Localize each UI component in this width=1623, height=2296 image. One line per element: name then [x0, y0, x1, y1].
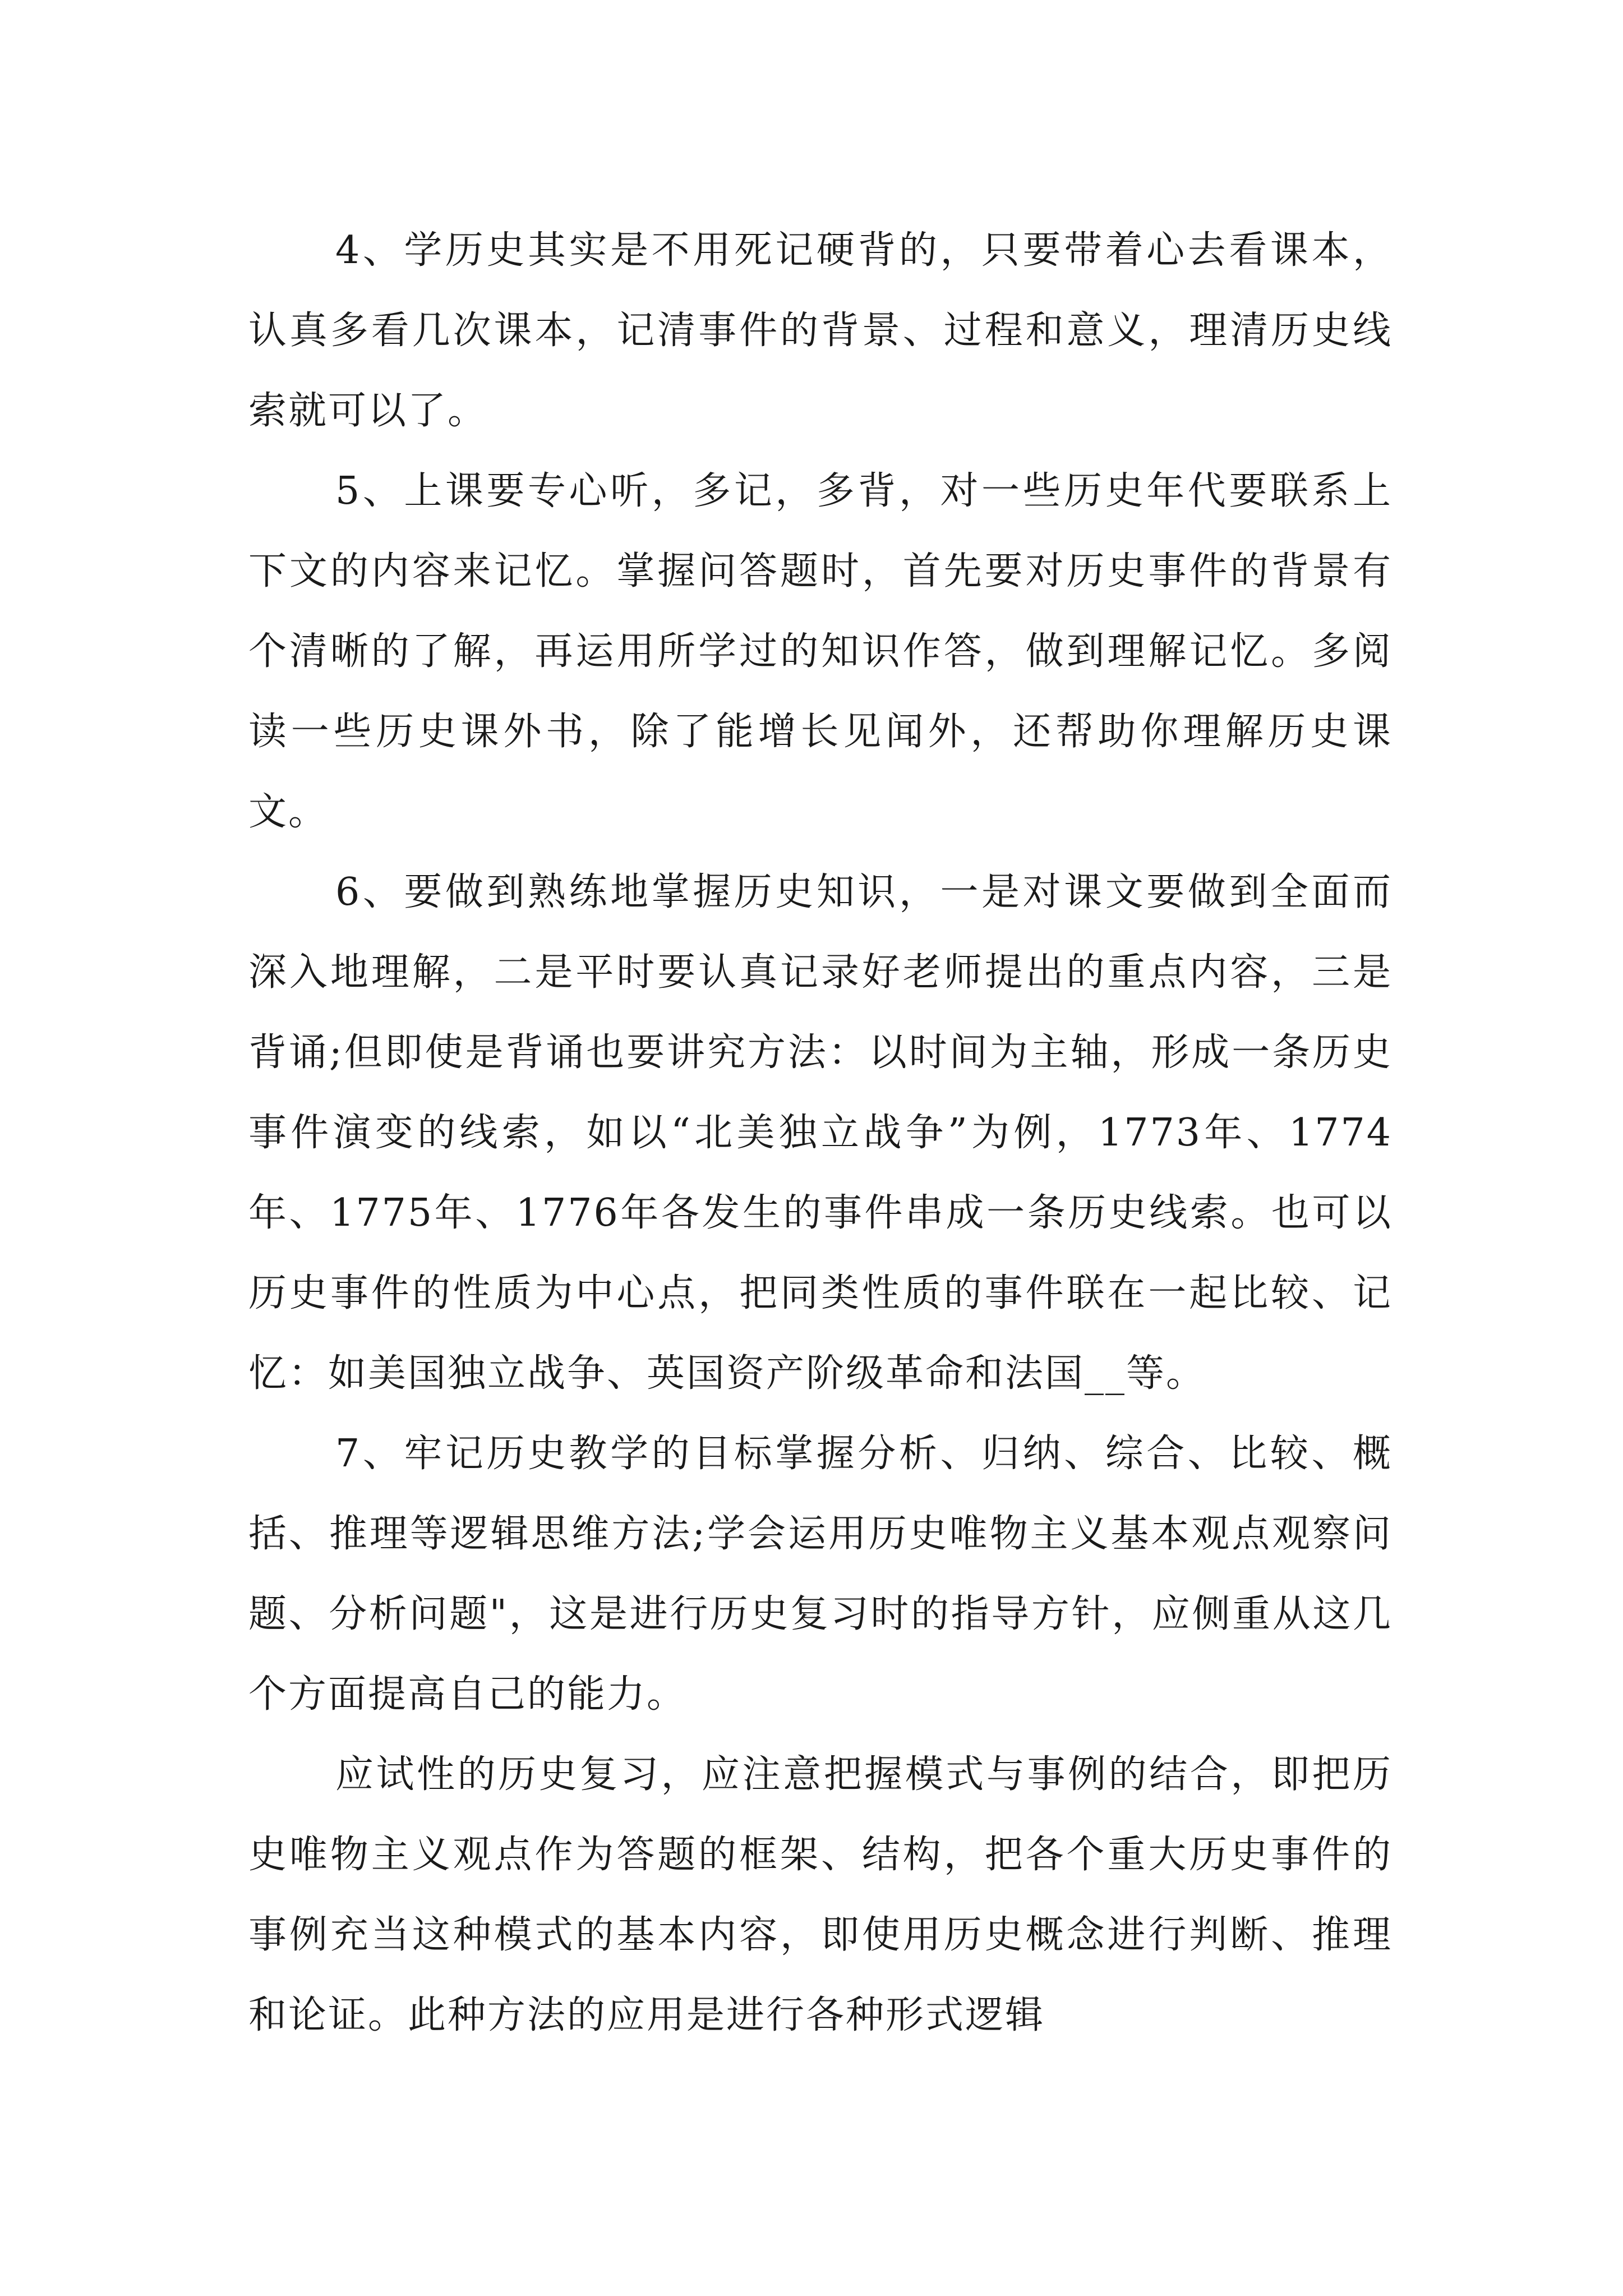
paragraph-5: 5、上课要专心听，多记，多背，对一些历史年代要联系上下文的内容来记忆。掌握问答题时，首先要对历史事件的背景有个清晰的了解，再运用所学过的知识作答，做到理解记忆。多阅读一些历史课外书，除了能增长见闻外，还帮助你理解历史课文。	[248, 469, 1393, 834]
paragraph-exam-review: 应试性的历史复习，应注意把握模式与事例的结合，即把历史唯物主义观点作为答题的框架、结构，把各个重大历史事件的事例充当这种模式的基本内容，即使用历史概念进行判断、推理和论证。此种方法的应用是进行各种形式逻辑	[248, 1752, 1393, 2037]
paragraph-7: 7、牢记历史教学的目标掌握分析、归纳、综合、比较、概括、推理等逻辑思维方法;学会运用历史唯物主义基本观点观察问题、分析问题"，这是进行历史复习时的指导方针，应侧重从这几个方面提高自己的能力。	[248, 1432, 1393, 1717]
paragraph-6: 6、要做到熟练地掌握历史知识，一是对课文要做到全面而深入地理解，二是平时要认真记录好老师提出的重点内容，三是背诵;但即使是背诵也要讲究方法：以时间为主轴，形成一条历史事件演变的线索，如以“北美独立战争”为例，1773年、1774年、1775年、1776年各发生的事件串成一条历史线索。也可以历史事件的性质为中心点，把同类性质的事件联在一起比较、记忆：如美国独立战争、英国资产阶级革命和法国__等。	[248, 870, 1393, 1396]
paragraph-4: 4、学历史其实是不用死记硬背的，只要带着心去看课本，认真多看几次课本，记清事件的背景、过程和意义，理清历史线索就可以了。	[248, 228, 1393, 433]
document-body	[248, 210, 1393, 2055]
